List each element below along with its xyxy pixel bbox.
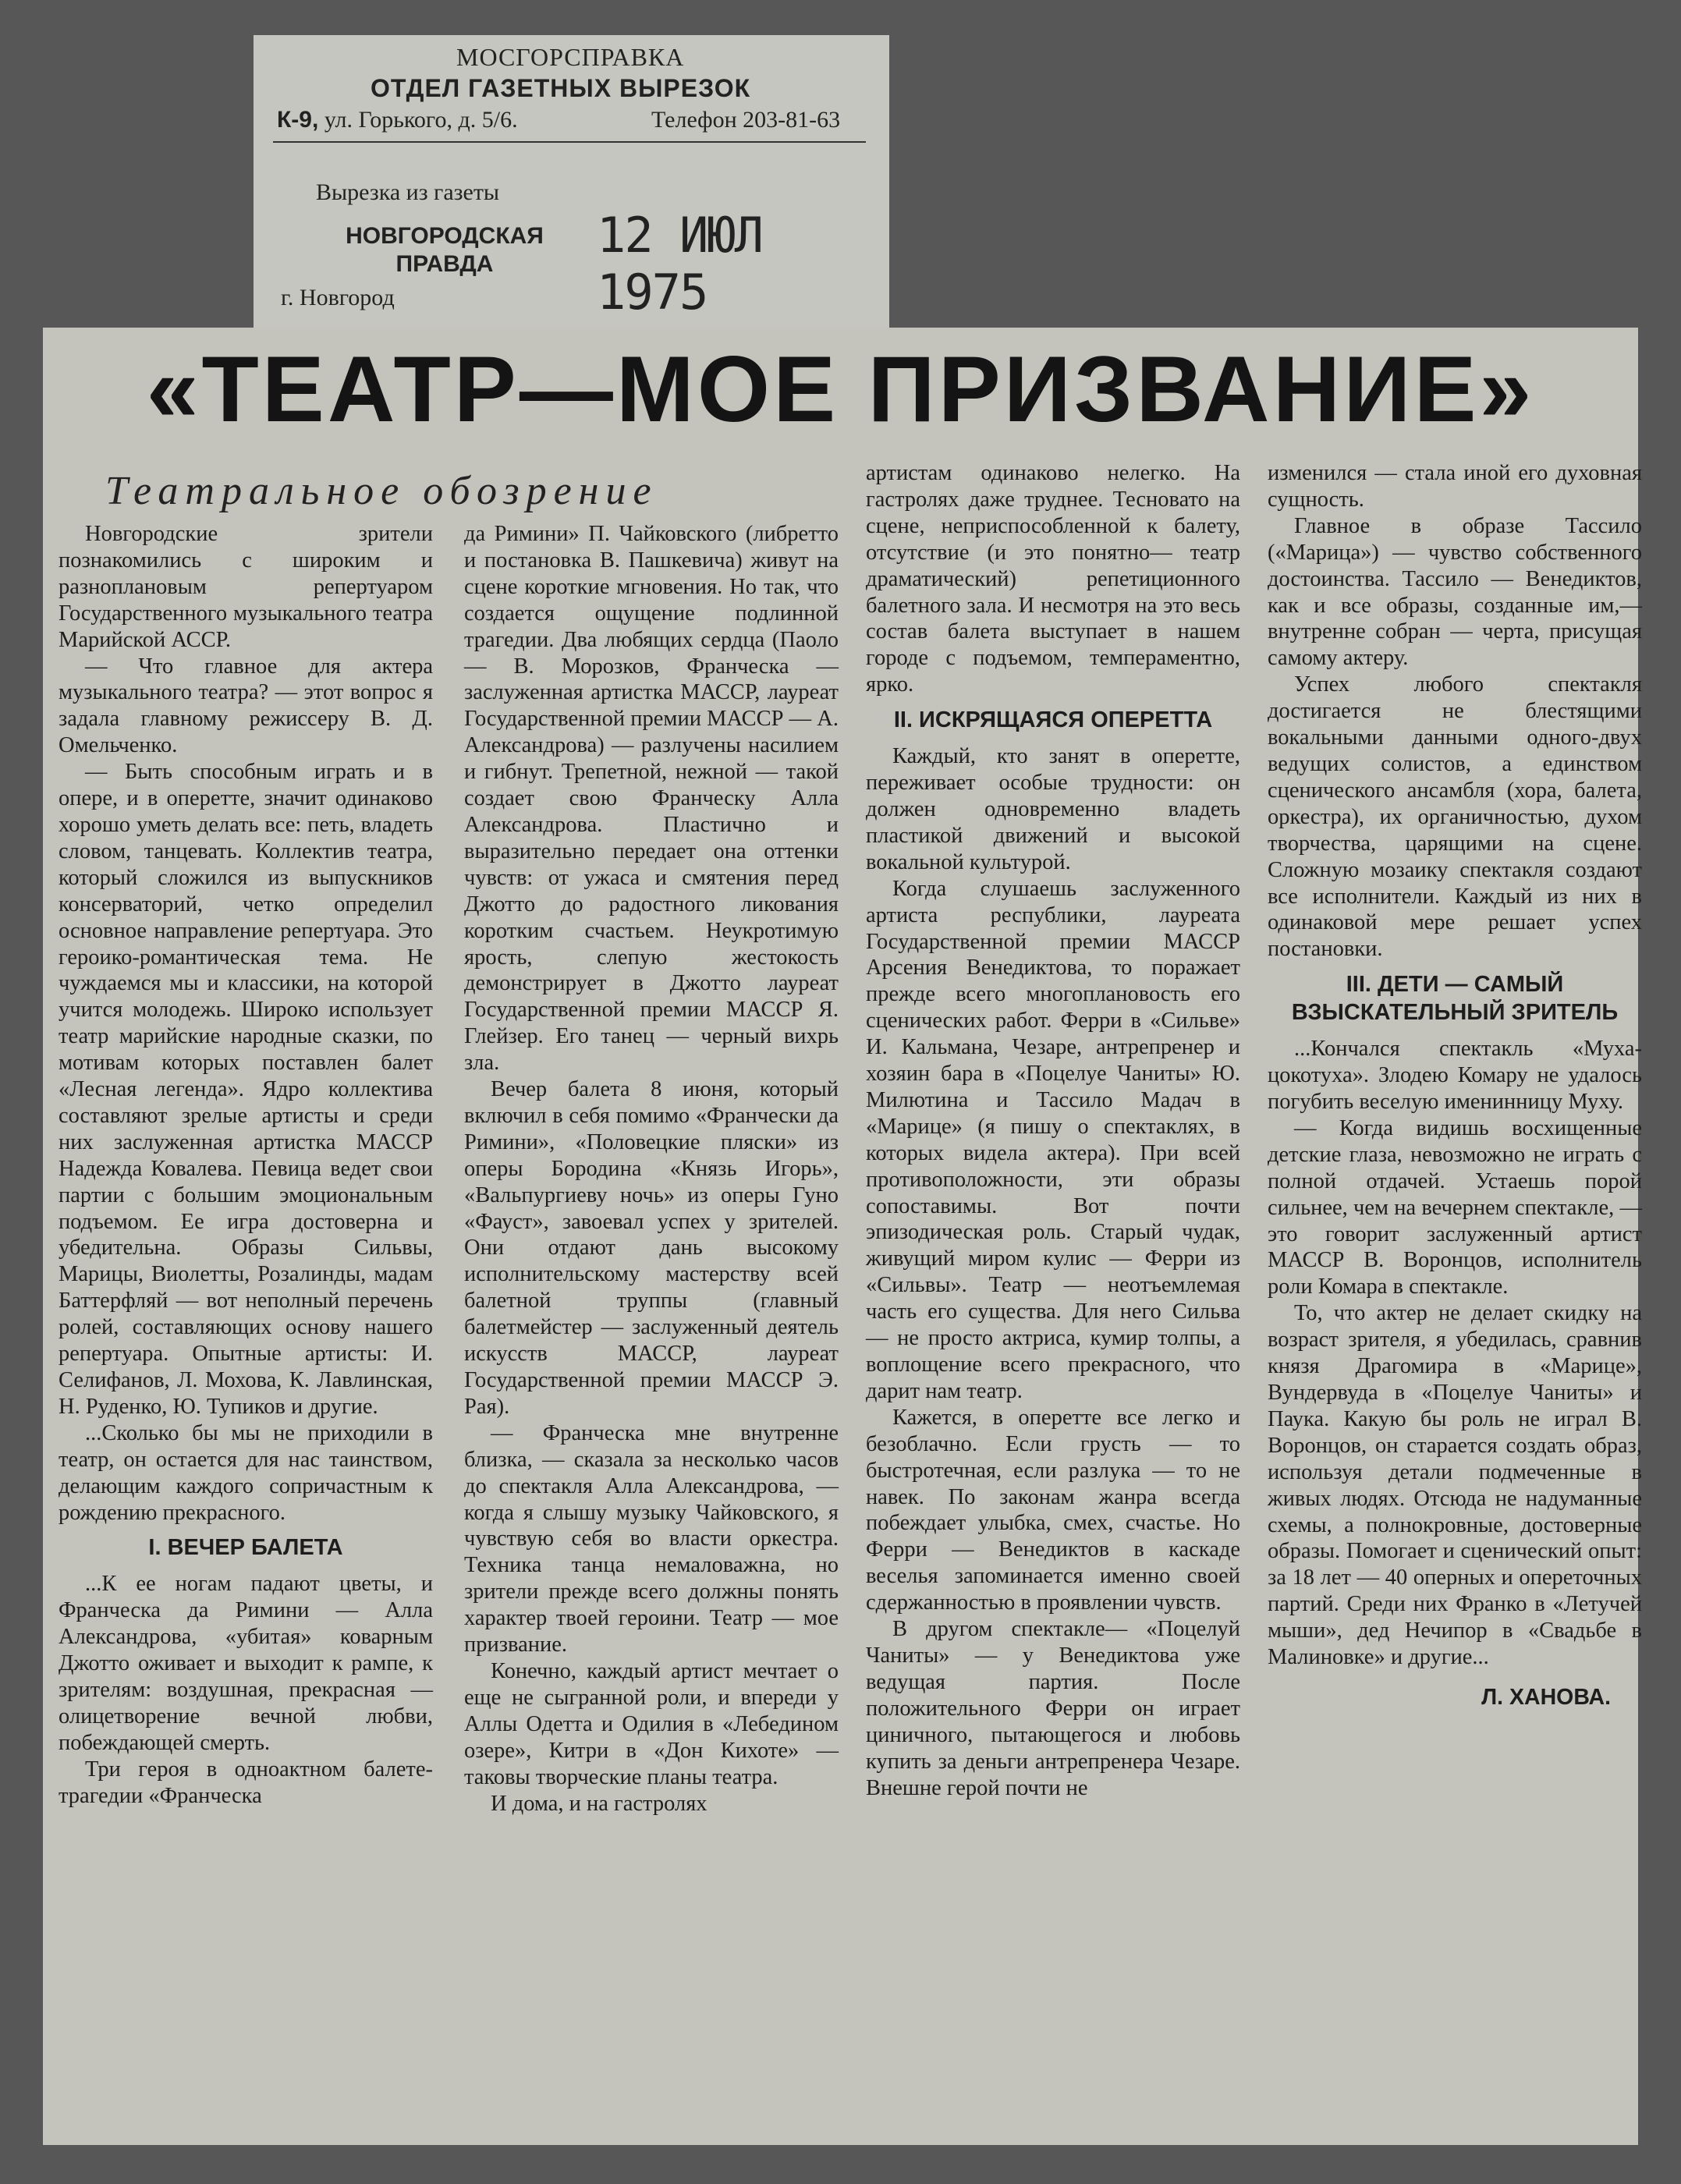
paragraph: В другом спектакле— «Поцелуй Чаниты» — у Венедиктова уже ведущая партия. После положительного Ферри он играет циничного, пытающегося и любовь купить за деньги антрепренера Чезаре. Внешне герой почти не: [866, 1617, 1240, 1800]
column-3: [866, 460, 1240, 1801]
service-name: МОСГОРСПРАВКА: [456, 43, 685, 71]
newspaper-city: г. Новгород: [281, 285, 395, 310]
paragraph: Когда слушаешь заслуженного артиста республики, лауреата Государственной премии МАССР Арсения Венедиктова, то поражает прежде всего многоплановость его сценических работ. Ферри в «Сильве» И. Кальмана, Чезаре, антрепренер и хозяин бара в «Поцелуе Чаниты» Ю. Милютина и Тассило Мадач в «Марице» (я пишу о спектаклях, в которых видела актера). При всей противоположности, эти образы сопоставимы. Вот почти эпизодическая роль. Старый чудак, живущий миром кулис — Ферри из «Сильвы». Театр — неотъемлемая часть его существа. Для него Сильва — не просто актриса, кумир толпы, а воплощение всего прекрасного, что дарит нам театр.: [866, 876, 1240, 1403]
article-subhead: Театральное обозрение: [105, 469, 658, 513]
paragraph: И дома, и на гастролях: [491, 1791, 708, 1816]
paragraph: артистам одинаково нелегко. На гастролях даже труднее. Тесновато на сцене, неприспособленной к балету, отсутствие (и это понятно— театр драматический) репетиционного балетного зала. И несмотря на это весь состав балета выступает в нашем городе с подъемом, темпераментно, ярко.: [866, 461, 1240, 697]
paragraph: да Римини» П. Чайковского (либретто и постановка В. Пашкевича) живут на сцене короткие мгновения. Но так, что создается ощущение подлинной трагедии. Два любящих сердца (Паоло — В. Морозков, Франческа — заслуженная артистка МАССР, лауреат Государственной премии МАССР — А. Александрова) — разлучены насилием и гибнут. Трепетной, нежной — такой создает свою Франческу Алла Александрова. Пластично и выразительно передает она оттенки чувств: от ужаса и смятения перед Джотто до радостного ликования коротким счастьем. Неукротимую ярость, слепую жестокость демонстрирует в Джотто лауреат Государственной премии МАССР Я. Глейзер. Его танец — черный вихрь зла.: [464, 522, 839, 1076]
service-address: [277, 107, 518, 133]
paragraph: Главное в образе Тассило («Марица») — чувство собственного достоинства. Тассило — Венедиктов, как и все образы, созданные им,— внутренне собран — черта, присущая самому актеру.: [1268, 513, 1642, 671]
address-text: ул. Горького, д. 5/6.: [324, 107, 518, 133]
paragraph: Конечно, каждый артист мечтает о еще не сыгранной роли, и впереди у Аллы Одетта и Одилия в «Лебедином озере», Китри в «Дон Кихоте» — таковы творческие планы театра.: [464, 1658, 839, 1789]
column-2: [464, 521, 839, 1817]
section-heading-2: II. ИСКРЯЩАЯСЯ ОПЕРЕТТА: [893, 707, 1213, 733]
paragraph: — Франческа мне внутренне близка, — сказала за несколько часов до спектакля Алла Александрова, — когда я слышу музыку Чайковского, я чувствую себя во власти оркестра. Техника танца немаловажна, но зрители прежде всего должны понять характер твоей героини. Театр — мое призвание.: [464, 1420, 839, 1658]
clipping-service-label: [254, 35, 889, 347]
address-code: К-9,: [277, 107, 319, 133]
section-heading-1: I. ВЕЧЕР БАЛЕТА: [148, 1535, 343, 1561]
paragraph: — Быть способным играть и в опере, и в оперетте, значит одинаково хорошо уметь делать все: петь, владеть словом, танцевать. Коллектив театра, который сложился из выпускников консерваторий, четко определил основное направление репертуара. Это героико-романтическая тема. Не чуждаемся мы и классики, на которой учится молодежь. Широко использует театр марийские народные сказки, по мотивам которых поставлен балет «Лесная легенда». Ядро коллектива составляют зрелые артисты и среди них заслуженная артистка МАССР Надежда Ковалева. Певица ведет свои партии с большим эмоциональным подъемом. Ее игра достоверна и убедительна. Образы Сильвы, Марицы, Виолетты, Розалинды, мадам Баттерфляй — вот неполный перечень ролей, составляющих основу нашего репертуара. Опытные артисты: И. Селифанов, Л. Мохова, К. Лавлинская, Н. Руденко, Ю. Тупиков и другие.: [59, 760, 433, 1419]
paragraph: Каждый, кто занят в оперетте, переживает особые трудности: он должен одновременно владеть пластикой движений и высокой вокальной культурой.: [866, 744, 1240, 874]
column-1: [59, 521, 433, 1810]
label-divider: [273, 141, 866, 143]
cut-from-caption: Вырезка из газеты: [316, 179, 500, 205]
paragraph: — Что главное для актера музыкального театра? — этот вопрос я задала главному режиссеру В. Д. Омельченко.: [59, 654, 433, 758]
paragraph: Вечер балета 8 июня, который включил в себя помимо «Франчески да Римини», «Половецкие пляски» из оперы Бородина «Князь Игорь», «Вальпургиеву ночь» из оперы Гуно «Фауст», завоевал успех у зрителей. Они отдают дань высокому исполнительскому мастерству всей балетной труппы (главный балетмейстер — заслуженный деятель искусств МАССР, лауреат Государственной премии МАССР Э. Рая).: [464, 1077, 839, 1419]
section-heading-3: III. ДЕТИ — САМЫЙ ВЗЫСКАТЕЛЬНЫЙ ЗРИТЕЛЬ: [1291, 972, 1619, 1026]
service-phone: Телефон 203-81-63: [651, 107, 841, 133]
paragraph: То, что актер не делает скидку на возраст зрителя, я убедилась, сравнив князя Драгомира в «Марице», Вундервуда в «Поцелуе Чаниты» и Паука. Какую бы роль не играл В. Воронцов, он старается создать образ, используя детали подмеченные в живых людях. Отсюда не надуманные схемы, а полнокровные, достоверные образы. Помогает и сценический опыт: за 18 лет — 40 оперных и опереточных партий. Среди них Франко в «Летучей мыши», дед Нечипор в «Свадьбе в Малиновке» и другие...: [1268, 1301, 1642, 1670]
paragraph: Кажется, в оперетте все легко и безоблачно. Если грусть — то быстротечная, если разлука — то не навек. По законам жанра всегда побеждает улыбка, смех, счастье. Но Ферри — Венедиктов в каскаде веселья запоминается именно своей сдержанностью в проявлении чувств.: [866, 1405, 1240, 1615]
paragraph: изменился — стала иной его духовная сущность.: [1268, 461, 1642, 512]
newspaper-clipping: [43, 328, 1642, 2145]
paragraph: Новгородские зрители познакомились с широким и разноплановым репертуаром Государственного музыкального театра Марийской АССР.: [59, 522, 433, 652]
paragraph: — Когда видишь восхищенные детские глаза, невозможно не играть с полной отдачей. Устаешь порой сильнее, чем на вечернем спектакле, — это говорит заслуженный артист МАССР В. Воронцов, исполнитель роли Комара в спектакле.: [1268, 1115, 1642, 1299]
department-name: ОТДЕЛ ГАЗЕТНЫХ ВЫРЕЗОК: [371, 74, 751, 102]
column-4: [1268, 460, 1642, 1711]
paragraph: ...Сколько бы мы не приходили в театр, он остается для нас таинством, делающим каждого сопричастным к рождению прекрасного.: [59, 1420, 433, 1525]
author-signature: Л. ХАНОВА.: [1481, 1684, 1611, 1710]
date-stamp: 12 ИЮЛ 1975: [597, 207, 762, 321]
paragraph: Успех любого спектакля достигается не блестящими вокальными данными одного-двух ведущих солистов, а единством сценического ансамбля (хора, балета, оркестра), их органичностью, духом творчества, царящими на сцене. Сложную мозаику спектакля создают все исполнители. Каждый из них в одинаковой мере решает успех постановки.: [1268, 672, 1642, 962]
paragraph: Три героя в одноактном балете-трагедии «Франческа: [59, 1757, 433, 1808]
paragraph: ...Кончался спектакль «Муха-цокотуха». Злодею Комару не удалось погубить веселую именинницу Муху.: [1268, 1037, 1642, 1115]
newspaper-name: НОВГОРОДСКАЯ ПРАВДА: [346, 223, 544, 277]
article-headline: «ТЕАТР—МОЕ ПРИЗВАНИЕ»: [146, 337, 1535, 441]
paragraph: ...К ее ногам падают цветы, и Франческа да Римини — Алла Александрова, «убитая» коварным Джотто оживает и выходит к рампе, к зрителям: воздушная, прекрасная — олицетворение вечной любви, побеждающей смерть.: [59, 1572, 433, 1755]
